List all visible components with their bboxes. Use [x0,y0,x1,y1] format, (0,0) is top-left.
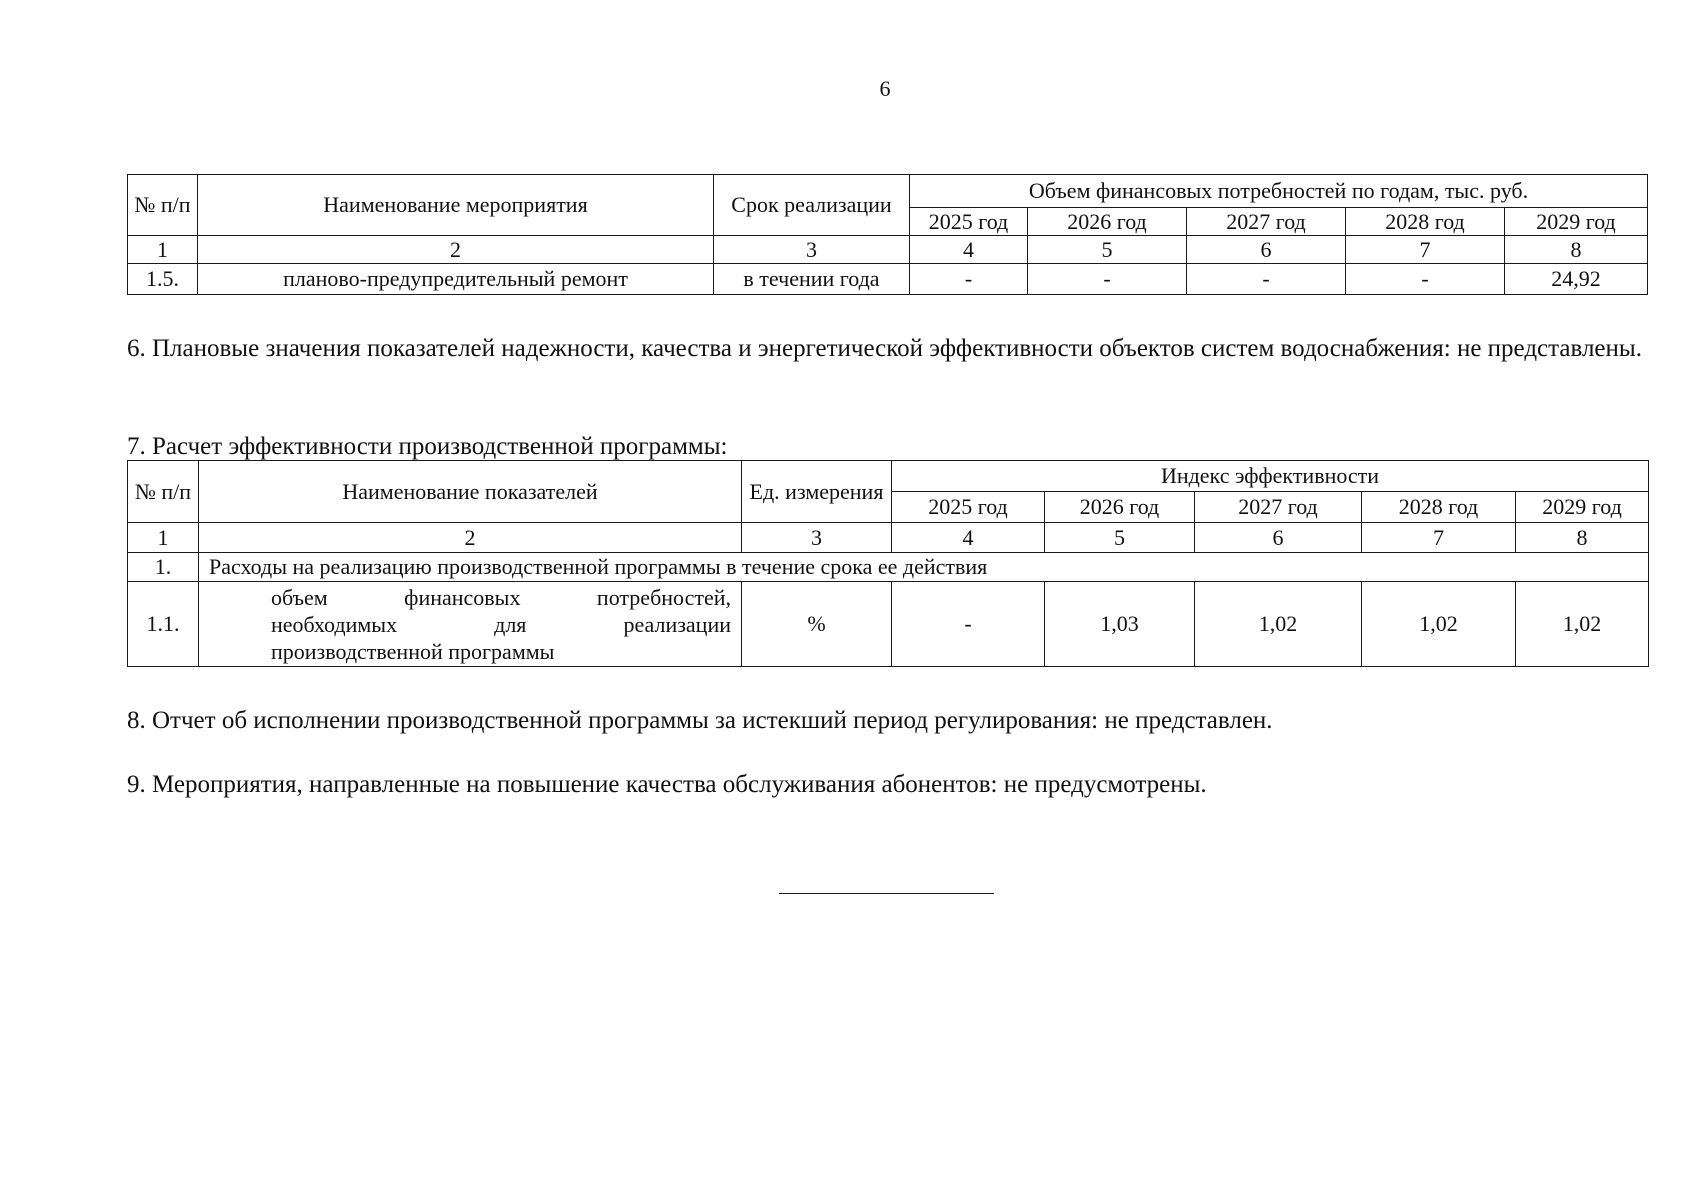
row-name-line: необходимых для реализации [271,611,731,637]
section-7-title: 7. Расчет эффективности производственной программы: [127,433,728,460]
row-value-2029: 1,02 [1516,582,1649,667]
section-6-paragraph: 6. Плановые значения показателей надежности, качества и энергетической эффективности объектов систем водоснабжения: не представлены. [127,335,1642,362]
header-year-2029: 2029 год [1516,492,1649,523]
row-value-2027: 1,02 [1195,582,1362,667]
index-cell: 1 [128,236,198,264]
index-cell: 1 [128,523,199,553]
header-num: № п/п [128,461,199,523]
row-value-2025: - [892,582,1045,667]
table-row [128,264,1648,295]
header-name: Наименование мероприятия [198,175,714,236]
index-cell: 5 [1028,236,1187,264]
header-group: Объем финансовых потребностей по годам, тыс. руб. [910,175,1648,208]
row-value-2026: - [1028,264,1187,295]
row-term: в течении года [714,264,910,295]
index-cell: 2 [198,236,714,264]
header-year-2029: 2029 год [1505,208,1648,236]
header-year-2028: 2028 год [1346,208,1505,236]
index-cell: 6 [1187,236,1346,264]
index-cell: 7 [1362,523,1516,553]
row-unit: % [742,582,892,667]
section-text: Расходы на реализацию производственной программы в течение срока ее действия [199,553,1649,582]
section-8-paragraph: 8. Отчет об исполнении производственной программы за истекший период регулирования: не представлен. [127,707,1273,734]
financial-needs-table [127,174,1648,295]
page-number: 6 [879,76,891,101]
header-year-2026: 2026 год [1045,492,1195,523]
header-num: № п/п [128,175,198,236]
row-value-2028: 1,02 [1362,582,1516,667]
header-year-2025: 2025 год [892,492,1045,523]
end-of-document-rule [779,893,994,894]
header-term: Срок реализации [714,175,910,236]
row-num: 1.1. [128,582,199,667]
row-value-2025: - [910,264,1028,295]
row-value-2026: 1,03 [1045,582,1195,667]
index-cell: 4 [910,236,1028,264]
section-num: 1. [128,553,199,582]
header-year-2026: 2026 год [1028,208,1187,236]
index-cell: 5 [1045,523,1195,553]
row-name [199,582,742,667]
header-name: Наименование показателей [199,461,742,523]
table-row [128,582,1649,667]
index-cell: 7 [1346,236,1505,264]
row-value-2028: - [1346,264,1505,295]
index-cell: 3 [714,236,910,264]
header-unit: Ед. измерения [742,461,892,523]
row-name-line: объем финансовых потребностей, [271,584,731,610]
header-year-2028: 2028 год [1362,492,1516,523]
row-value-2027: - [1187,264,1346,295]
index-cell: 8 [1505,236,1648,264]
index-cell: 3 [742,523,892,553]
row-name: планово-предупредительный ремонт [198,264,714,295]
index-cell: 6 [1195,523,1362,553]
row-name-line: производственной программы [271,638,555,664]
section-9-paragraph: 9. Мероприятия, направленные на повышение качества обслуживания абонентов: не предусмотрены. [127,771,1207,798]
header-group: Индекс эффективности [892,461,1649,492]
row-value-2029: 24,92 [1505,264,1648,295]
header-year-2027: 2027 год [1195,492,1362,523]
header-year-2025: 2025 год [910,208,1028,236]
header-year-2027: 2027 год [1187,208,1346,236]
efficiency-table [127,460,1649,667]
index-cell: 4 [892,523,1045,553]
index-cell: 8 [1516,523,1649,553]
index-cell: 2 [199,523,742,553]
row-num: 1.5. [128,264,198,295]
section-row [128,553,1649,582]
